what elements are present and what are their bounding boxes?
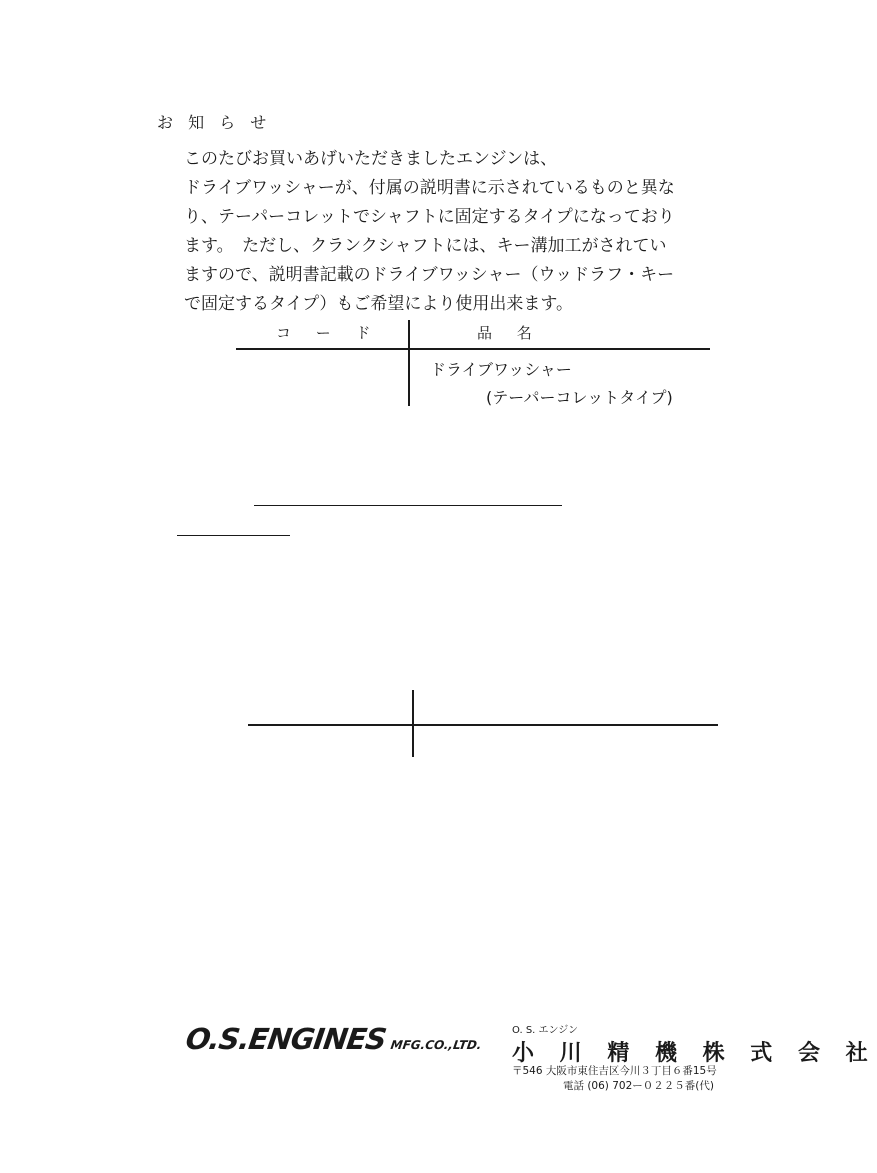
notice-heading: お 知 ら せ <box>157 113 272 132</box>
notice-line: ますので、説明書記載のドライブワッシャー（ウッドラフ・キー <box>184 265 675 285</box>
table-header-divider <box>248 724 718 726</box>
part-name-line2: (テーパーコレットタイプ) <box>486 388 673 407</box>
company-kana: O. S. エンジン <box>512 1025 579 1036</box>
company-name: 小 川 精 機 株 式 会 社 <box>512 1041 877 1066</box>
column-header-code: コ ー ド <box>276 324 381 342</box>
notice-line: ドライブワッシャーが、付属の説明書に示されているものと異な <box>184 178 675 198</box>
notice-line: このたびお買いあげいただきましたエンジンは、 <box>184 149 558 169</box>
notice-line: で固定するタイプ）もご希望により使用出来ます。 <box>184 294 573 314</box>
company-address: 〒546 大阪市東住吉区今川３丁目６番15号 <box>512 1065 717 1077</box>
notice-line: ます。 ただし、クランクシャフトには、キー溝加工がされてい <box>184 236 667 256</box>
table-column-divider <box>412 690 414 757</box>
company-phone: 電話 (06) 702ー０２２５番(代) <box>563 1080 714 1092</box>
blank-line-long <box>254 505 562 506</box>
notice-paragraph <box>184 145 734 319</box>
logo-main-text: O.S.ENGINES <box>183 1022 388 1056</box>
os-engines-logo <box>184 1022 485 1056</box>
notice-line: り、テーパーコレットでシャフトに固定するタイプになっており <box>184 207 675 227</box>
table-column-divider <box>408 320 410 406</box>
part-name-line1: ドライブワッシャー <box>430 360 572 379</box>
logo-sub-text: MFG.CO.,LTD. <box>389 1038 483 1052</box>
table-header-divider <box>236 348 710 350</box>
column-header-name: 品 名 <box>477 324 542 342</box>
blank-line-short <box>177 535 290 536</box>
